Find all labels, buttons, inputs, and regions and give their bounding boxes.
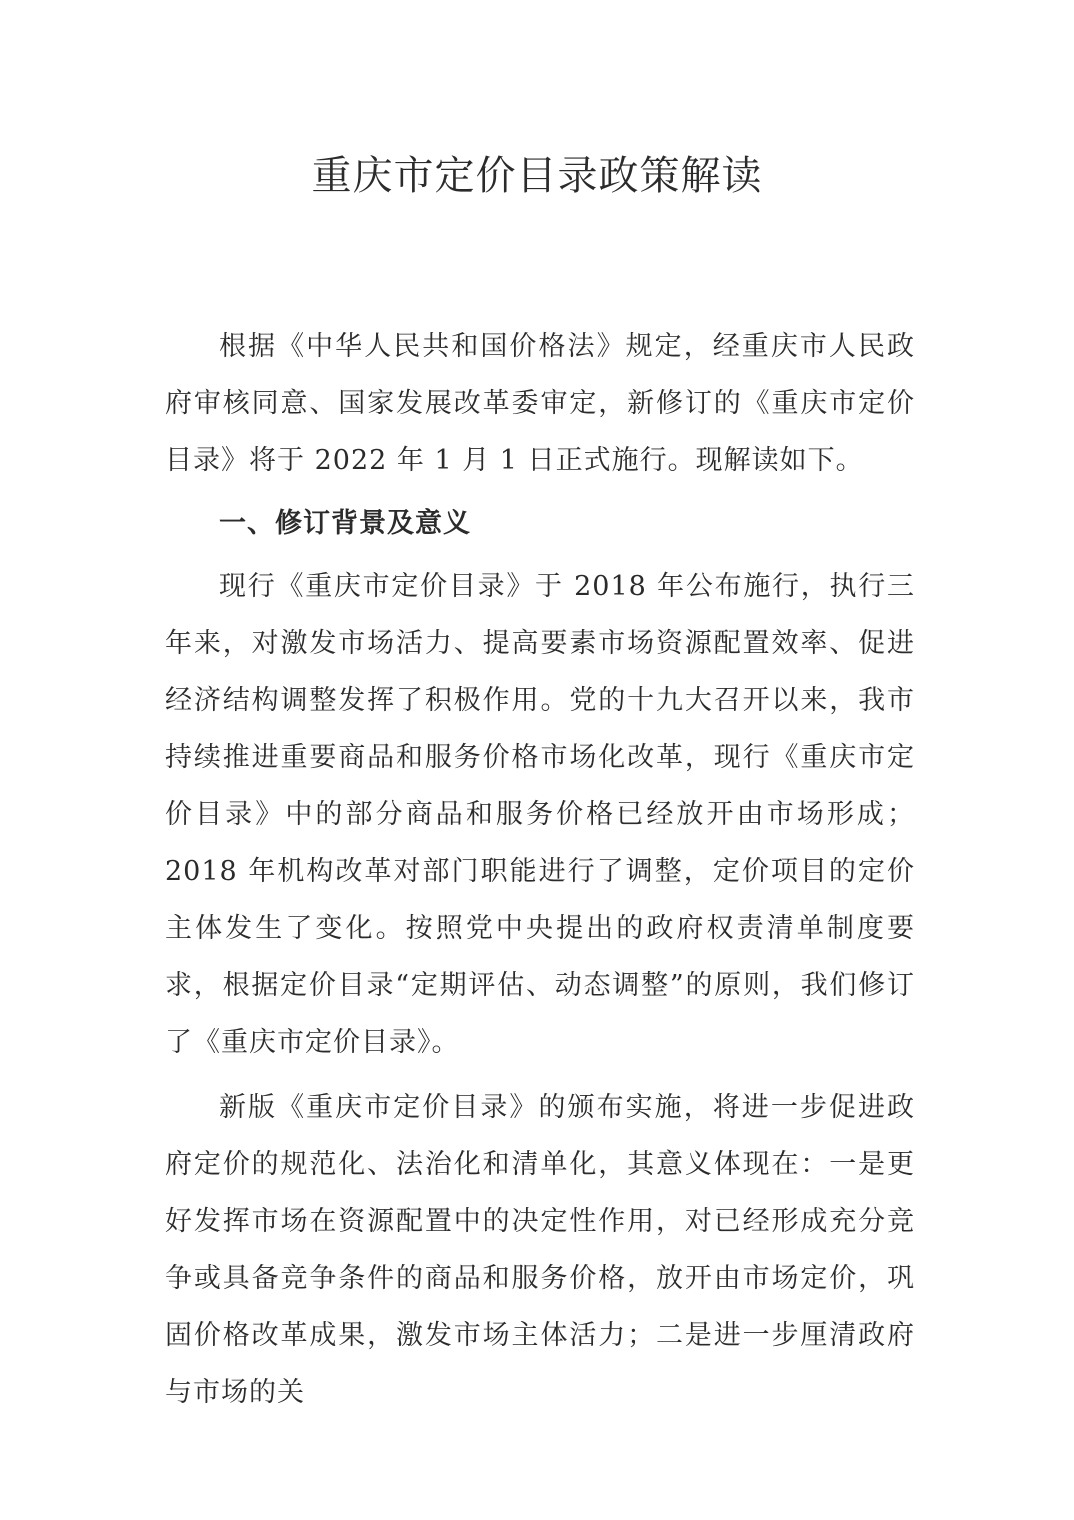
section-heading: 一、修订背景及意义 xyxy=(219,508,471,539)
background-paragraph: 现行《重庆市定价目录》于 2018 年公布施行，执行三年来，对激发市场活力、提高要素市场资源配置效率、促进经济结构调整发挥了积极作用。党的十九大召开以来，我市持续推进重要商品和服务价格市场化改革，现行《重庆市定价目录》中的部分商品和服务价格已经放开由市场形成；2018 年机构改革对部门职能进行了调整，定价项目的定价主体发生了变化。按照党中央提出的政府权责清单制度要求，根据定价目录“定期评估、动态调整”的原则，我们修订了《重庆市定价目录》。 xyxy=(165,571,915,1058)
document-body xyxy=(165,318,915,1421)
intro-paragraph: 根据《中华人民共和国价格法》规定，经重庆市人民政府审核同意、国家发展改革委审定，新修订的《重庆市定价目录》将于 2022 年 1 月 1 日正式施行。现解读如下。 xyxy=(165,331,915,476)
page-title: 重庆市定价目录政策解读 xyxy=(311,153,763,199)
significance-paragraph: 新版《重庆市定价目录》的颁布实施，将进一步促进政府定价的规范化、法治化和清单化，其意义体现在：一是更好发挥市场在资源配置中的决定性作用，对已经形成充分竞争或具备竞争条件的商品和服务价格，放开由市场定价，巩固价格改革成果，激发市场主体活力；二是进一步厘清政府与市场的关 xyxy=(165,1092,915,1408)
